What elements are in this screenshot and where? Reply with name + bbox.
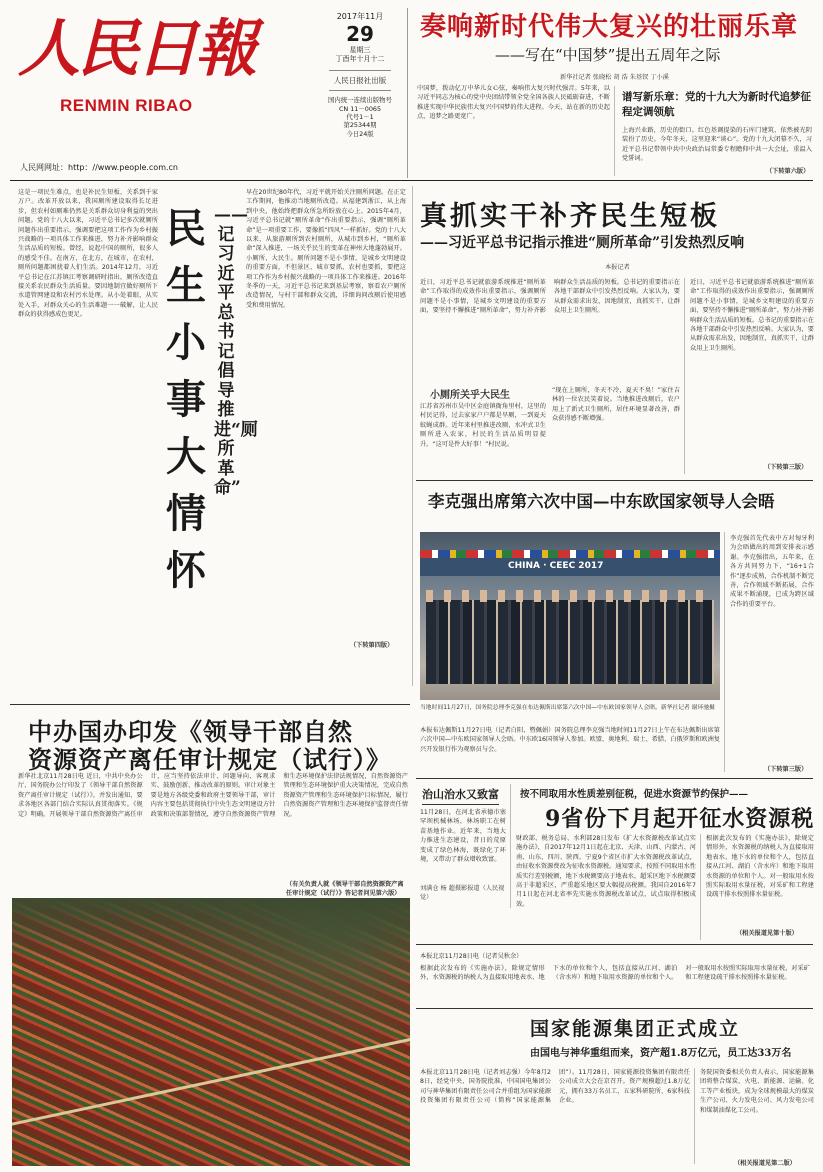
masthead-logo	[18, 6, 258, 92]
water-body-extra: 根据此次发布的《实施办法》，除规定情形外，水资源税的纳税人为直接取用地表水、地下水的单位和个人，包括直接从江河、湖泊（含水库）和地下取用水资源的单位和个人。对一般取用水按照实际取用水量征税，对采矿和工程建设疏干排水按照排水量征税。	[420, 965, 810, 982]
right-story-side: 近日，习近平总书记就旅游系统推进“厕所革命”工作取得的成效作出重要指示，强调厕所问题不是小事情，是城乡文明建设的重要方面，要坚持不懈推进“厕所革命”，努力补齐影响群众生活品质的短板。总书记的重要指示在各地干部群众中引发热烈反响。大家认为，要从群众需求出发，因地制宜，真抓实干，让群众用上卫生厕所。	[690, 279, 814, 352]
audit-headline-line1[interactable]: 中办国办印发《领导干部自然	[28, 717, 353, 746]
summit-banner	[420, 550, 720, 576]
vertical-subtitle: ——记习近平总书记倡导推进“厕所革命”	[214, 205, 258, 498]
issue-number: 第25344期	[343, 121, 377, 130]
audit-body: 新华社北京11月28日电 近日，中共中央办公厅、国务院办公厅印发了《领导干部自然资源资产离任审计规定（试行）》，并发出通知，要求各地区各部门结合实际认真贯彻落实。《规定》明确，开展领导干部自然资源资产离任审计，应当坚持依法审计、问题导向、客观求实、鼓励创新、推动改革的原则。审计对象主要是地方各级党委和政府主要领导干部，审计内容主要包括贯彻执行中央生态文明建设方针政策和决策部署情况，遵守自然资源资产管理和生态环境保护法律法规情况，自然资源资产管理和生态环境保护重大决策情况，完成自然资源资产管理和生态环境保护目标情况，履行自然资源资产管理和生态环境保护监督责任情况。	[18, 773, 408, 818]
masthead-logo-text: 人民日報	[18, 12, 255, 85]
forest-photo	[12, 898, 410, 1166]
audit-headline-line2[interactable]: 资源资产离任审计规定（试行）》	[28, 745, 391, 774]
top-story-side-body: 上海兴业路，历史的街口。红色基调提染的石库门建筑，依然被光阴装扮了历史。今年冬天，这里迎来“谈心”。党的十九大闭幕不久，习近平总书记带领中共中央政治局常委专程瞻仰中共一大会址，重温入党誓词。	[622, 127, 812, 163]
right-story-subhead: ——习近平总书记指示推进“厕所革命”引发热烈反响	[420, 235, 745, 251]
photo-story-jump[interactable]: （下转第三版）	[764, 766, 808, 773]
photo-story-body: 本报布达佩斯11月27日电（记者白阳、暨佩娟）国务院总理李克强当地时间11月27日上午在布达佩斯出席第六次中国—中东欧国家领导人会晤。中东欧16国领导人参加。欧盟、奥地利、瑞士、希腊、白俄罗斯和欧洲复兴开发银行作为观察员与会。	[420, 727, 720, 753]
water-jump[interactable]: （相关报道见第十版）	[736, 930, 798, 937]
top-story-body: 中国梦，拨动亿万中华儿女心弦，奏响伟大复兴时代强音。5年来，以习近平同志为核心的党中央团结带领全党全国各族人民砥砺奋进，不断推进实现中华民族伟大复兴中国梦的伟大进程。今天，站在新的历史起点，追梦之路更宽广。	[417, 85, 610, 121]
water-tag: 治山治水又致富	[422, 786, 499, 805]
right-story-headline[interactable]: 真抓实干补齐民生短板	[420, 201, 720, 232]
top-story-headline[interactable]: 奏响新时代伟大复兴的壮丽乐章	[420, 12, 799, 42]
audit-jump[interactable]: （有关负责人就《领导干部自然资源资产离任审计规定（试行）》答记者问见第六版）	[286, 881, 404, 897]
right-story-byline: 本报记者	[605, 264, 630, 271]
weekday: 星期三	[349, 46, 371, 55]
right-story-body3: “现在上厕所，冬天不冷，夏天不臭！”家住吉林的一位农民笑着说。当地推进改厕后，农户用上了新式卫生厕所，居住环境显著改善，群众获得感不断增强。	[552, 387, 680, 423]
right-story-subsection: 小厕所关乎大民生	[430, 390, 510, 401]
summit-banner-text: CHINA · CEEC 2017	[508, 561, 604, 571]
date-day: 29	[346, 22, 374, 47]
water-body-continued: 本报北京11月28日电（记者吴秋余）	[420, 953, 523, 960]
water-headline[interactable]: 9省份下月起开征水资源税	[545, 806, 815, 832]
mid-column-jump[interactable]: （下转第四版）	[350, 642, 394, 649]
mid-column-body: 早在20世纪80年代，习近平就开始关注厕所问题。在正定工作期间，他推动当地厕所改造。从福建到浙江，从上海到中央，他始终把群众所急所盼放在心上。2015年4月，习近平总书记就“厕所革命”作出重要指示，强调“厕所革命”是一项重要工作，要像抓“四风”一样抓好。党的十八大以来，从旅游厕所到农村厕所，从城市到乡村，“厕所革命”深入推进，一场关乎民生的变革在神州大地蓬勃展开。小厕所，大民生。厕所问题不是小事情，是城乡文明建设的重要方面，不但景区、城市要抓，农村也要抓，要把这项工作作为乡村振兴战略的一项具体工作来推进。2016年冬季的一天，习近平总书记来到基层考察，察看农户厕所改造情况，与村干部和群众交流，详细询问改厕后使用感受和费用情况。	[246, 189, 406, 309]
water-kicker: 按不同取用水性质差别征税，促进水资源节约保护——	[520, 789, 749, 800]
water-side: 根据此次发布的《实施办法》，除规定情形外，水资源税的纳税人为直接取用地表水、地下水的单位和个人，包括直接从江河、湖泊（含水库）和地下取用水资源的单位和个人。对一般取用水按照实际取用水量征税，对采矿和工程建设疏干排水按照排水量征税。	[706, 835, 814, 899]
summit-people	[426, 600, 714, 684]
energy-jump[interactable]: （相关报道见第二版）	[734, 1160, 796, 1167]
energy-headline[interactable]: 国家能源集团正式成立	[530, 1018, 741, 1040]
vertical-title[interactable]: 民生小事大情怀	[166, 205, 206, 594]
summit-photo-caption: 当地时间11月27日，国务院总理李克强在布达佩斯出席第六次中国—中东欧国家领导人会晤。新华社记者 谢环驰摄	[420, 705, 715, 711]
code-number: 代号1－1	[346, 112, 374, 121]
right-story-body: 近日，习近平总书记就旅游系统推进“厕所革命”工作取得的成效作出重要指示，强调厕所问题不是小事情，是城乡文明建设的重要方面，要坚持不懈推进“厕所革命”，努力补齐影响群众生活品质的短板。总书记的重要指示在各地干部群众中引发热烈反响。大家认为，要从群众需求出发，因地制宜，真抓实干，让群众用上卫生厕所。	[420, 279, 680, 315]
photo-story-headline[interactable]: 李克强出席第六次中国—中东欧国家领导人会晤	[428, 492, 775, 511]
energy-body: 本报北京11月28日电（记者刘志强）今年8月28日，经党中央、国务院批准，中国国电集团公司与神华集团有限责任公司合并重组为国家能源投资集团有限责任公司（简称“国家能源集团”）。11月28日，国家能源投资集团有限责任公司成立大会在京召开。资产规模超过1.8万亿元，拥有33万名员工，五家科研院所、6家科技企业。	[420, 1069, 690, 1105]
right-story-body2: 江苏省苏州市吴中区金庭镇衙角里村，这里的村民记得，过去家家户户都是旱厕，一到夏天蚊蝇成群。近年来村里推进改厕，水冲式卫生厕所进入农家，村民的生活品质明显提升。“这可是件大好事！”村民说。	[420, 403, 546, 448]
date-month: 2017年11月	[336, 12, 384, 21]
energy-subhead: 由国电与神华重组而来，资产超1.8万亿元，员工达33万名	[530, 1048, 792, 1059]
top-story-side-headline[interactable]: 谱写新乐章：党的十九大为新时代追梦征程定调领航	[622, 91, 811, 118]
cn-number: CN 11－0065	[338, 104, 382, 113]
water-body: 财政部、税务总局、水利部28日发布《扩大水资源税改革试点实施办法》，自2017年12月1日起在北京、天津、山西、内蒙古、河南、山东、四川、陕西、宁夏9个省区市扩大水资源税改革试点，由征收水资源费改为征收水资源税。通知要求，按照不同取用水性质实行差别税额，地下水税额要高于地表水，超采区地下水税额要高于非超采区，严重超采地区要大幅提高税额。我国自2016年7月1日起在河北省率先实施水资源税改革试点，试点取得积极成效。	[516, 835, 696, 908]
issn-label: 国内统一连续出版物号	[328, 96, 392, 105]
masthead-pinyin: RENMIN RIBAO	[60, 96, 193, 115]
water-photo-credit: 刘满仓 杨 超摄影报道（人民视觉）	[420, 885, 505, 901]
page-count: 今日24版	[346, 129, 374, 138]
top-story-side-jump[interactable]: （下转第六版）	[766, 168, 810, 175]
publisher: 人民日报社出版	[333, 75, 387, 85]
website-line[interactable]: 人民网网址：http：//www.people.com.cn	[20, 163, 179, 172]
masthead-date-box	[325, 12, 395, 138]
energy-side: 务院国资委相关负责人表示，国家能源集团将整合煤炭、火电、新能源、运输、化工等产业板块，成为全球规模最大的煤炭生产公司、火力发电公司、风力发电公司和煤制油煤化工公司。	[700, 1069, 814, 1114]
photo-story-side: 李克强首先代表中方对匈牙利为会晤做出的周到安排表示感谢。李克强指出，五年来，在各方共同努力下，“16+1合作”逐步成熟，合作机制不断完善，合作领域不断拓展，合作成果不断涌现，已成为跨区域合作的重要平台。	[730, 535, 814, 608]
top-story-subhead: ——写在“中国梦”提出五周年之际	[495, 46, 721, 64]
summit-photo	[420, 532, 720, 700]
lunar-date: 丁酉年十月十二	[335, 55, 385, 64]
left-column-body: 这是一项民生难点，也是补民生短板，关系到千家万户。改革开放以来，我国厕所建设取得长足进步，但农村如厕难仍然是关系群众切身利益的突出问题。党的十八大以来，习近平总书记多次就厕所问题作出重要指示，强调要把这项工作作为乡村振兴战略的一项具体工作来推进，努力补齐影响群众生活品质的短板。曾经，说起中国的厕所，很多人的感受不佳。在南方，在北方，在城市，在农村，厕所问题都困扰着人们生活。2014年12月，习近平总书记在江苏镇江考察调研时指出，厕所改造直接关系农民群众生活质量。要因地制宜做好厕所下水道管网建设和农村污水处理。从小处着眼，从实处入手，对群众关心的生活难题一一破解，让人民群众的获得感成色更足。	[18, 189, 158, 319]
water-photo-caption: 11月28日，在河北省承德市塞罕坝机械林场，林场职工在树苗基地作业。近年来，当地大力推进生态建设，昔日的荒原变成了绿色林海，既绿化了环境，又带动了群众增收致富。	[420, 809, 506, 864]
top-story-byline: 新华社记者 张晓松 胡 浩 朱基钗 丁小溪	[560, 74, 669, 81]
right-story-jump[interactable]: （下转第三版）	[764, 464, 808, 471]
